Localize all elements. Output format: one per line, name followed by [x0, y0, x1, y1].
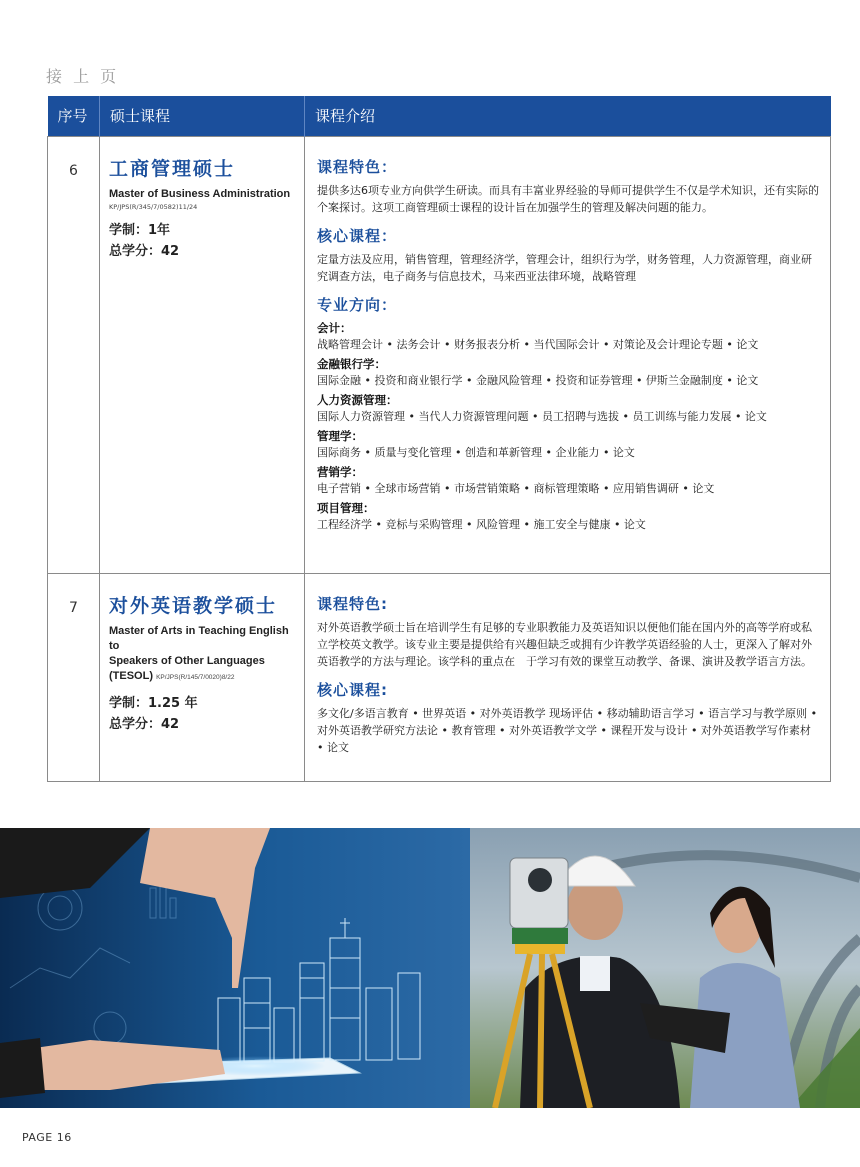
spec-items-finance: 国际金融 • 投资和商业银行学 • 金融风险管理 • 投资和证券管理 • 伊斯兰金融制度 • 论文 [317, 373, 759, 387]
core-text: 多文化/多语言教育 • 世界英语 • 对外英语教学 现场评估 • 移动辅助语言学习 • 语言学习与教学原则 • 对外英语教学研究方法论 • 教育管理 • 对外英语教学文学 • 课程开发与设计 • 对外英语教学写作素材 • 论文 [317, 706, 818, 754]
program-credits: 总学分：42 [109, 716, 180, 732]
features-heading: 课程特色: [317, 594, 388, 613]
page-number: PAGE 16 [22, 1131, 72, 1144]
spec-name-management: 管理学： [317, 428, 363, 443]
specialization-heading: 专业方向： [317, 295, 398, 314]
spec-name-finance: 金融银行学： [317, 356, 386, 371]
program-cell [100, 573, 305, 781]
table-row [48, 136, 831, 573]
row-number: 6 [48, 136, 100, 573]
program-title-en-line: Master of Arts in Teaching English to [109, 624, 289, 652]
header-no: 序号 [48, 96, 100, 136]
core-text: 定量方法及应用，销售管理，管理经济学，管理会计，组织行为学，财务管理，人力资源管理，商业研究调查方法，电子商务与信息技术，马来西亚法律环境，战略管理 [317, 252, 812, 283]
program-credits: 总学分：42 [109, 243, 180, 259]
row-number: 7 [48, 573, 100, 781]
spec-items-management: 国际商务 • 质量与变化管理 • 创造和革新管理 • 企业能力 • 论文 [317, 445, 635, 459]
features-heading: 课程特色： [317, 157, 398, 176]
table-header-row [48, 96, 831, 136]
features-text: 提供多达6项专业方向供学生研读。而具有丰富业界经验的导师可提供学生不仅是学术知识，还有实际的个案探讨。这项工商管理硕士课程的设计旨在加强学生的管理及解决问题的能力。 [317, 183, 819, 214]
program-duration: 学制：1年 [109, 222, 171, 238]
spec-items-hr: 国际人力资源管理 • 当代人力资源管理问题 • 员工招聘与选拔 • 员工训练与能力发展 • 论文 [317, 409, 767, 423]
spec-items-project: 工程经济学 • 竞标与采购管理 • 风险管理 • 施工安全与健康 • 论文 [317, 517, 646, 531]
intro-cell [305, 136, 831, 573]
core-heading: 核心课程： [317, 226, 398, 245]
program-title-en-abbr: (TESOL) [109, 669, 153, 682]
spec-name-hr: 人力资源管理： [317, 392, 398, 407]
header-program: 硕士课程 [100, 96, 305, 136]
program-title-zh: 对外英语教学硕士 [109, 594, 278, 617]
accreditation-code: KP/JPS(R/345/7/0582)11/24 [109, 202, 198, 211]
program-table [47, 96, 831, 782]
features-text: 对外英语教学硕士旨在培训学生有足够的专业职教能力及英语知识以便他们能在国内外的高等学府或私立学校英文教学。该专业主要是提供给有兴趣但缺乏或拥有少许教学英语经验的人士，更深入了解对外英语教学的方法与理论。该学科的重点在 于学习有效的课堂互动教学、备课、演讲及教学语言方法。 [317, 620, 812, 668]
spec-items-marketing: 电子营销 • 全球市场营销 • 市场营销策略 • 商标管理策略 • 应用销售调研 • 论文 [317, 481, 715, 495]
table-row [48, 573, 831, 781]
accreditation-code: KP/JPS(R/145/7/0020)8/22 [156, 673, 235, 681]
spec-items-accounting: 战略管理会计 • 法务会计 • 财务报表分析 • 当代国际会计 • 对策论及会计理论专题 • 论文 [317, 337, 759, 351]
program-title-zh: 工商管理硕士 [109, 157, 236, 180]
core-heading: 核心课程: [317, 680, 388, 699]
continued-label: 接 上 页 [46, 67, 120, 86]
program-title-en: Master of Business Administration [109, 187, 291, 200]
spec-name-marketing: 营销学： [317, 464, 363, 479]
program-cell [100, 136, 305, 573]
spec-name-accounting: 会计： [317, 320, 352, 335]
intro-cell [305, 573, 831, 781]
program-duration: 学制：1.25 年 [109, 695, 198, 711]
program-title-en [109, 624, 298, 685]
banner-image [0, 828, 860, 1108]
program-title-en-line: Speakers of Other Languages [109, 654, 265, 667]
spec-name-project: 项目管理： [317, 500, 375, 515]
header-intro: 课程介绍 [305, 96, 831, 136]
